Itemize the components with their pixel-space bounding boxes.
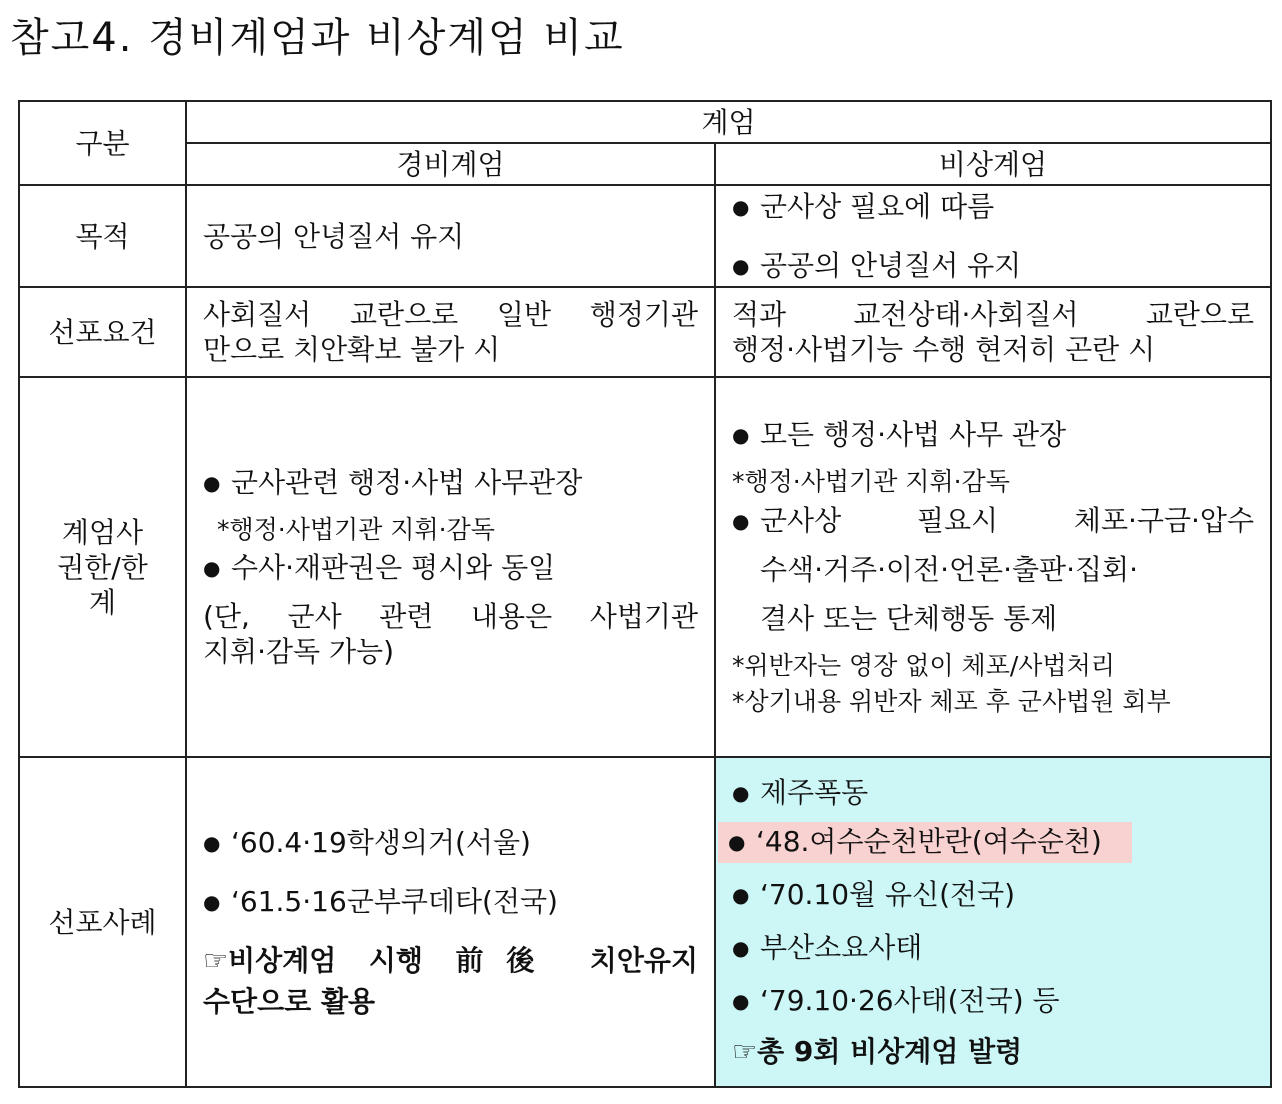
authority-guard-paren-line: 지휘·감독 가능) [203,634,395,668]
authority-label-line: 계엄사 [61,515,144,549]
list-item [203,550,698,585]
bullet-icon: ● [203,555,221,580]
authority-label-line: 계 [88,585,117,619]
comparison-table [18,100,1272,1088]
authority-guard-note: *행정·사법기관 지휘·감독 [217,515,495,545]
list-item-text: ‘70.10월 유신(전국) [760,878,1016,911]
authority-label-line: 권한/한 [57,550,148,584]
cases-emergency-cell [715,757,1271,1087]
list-item-text: 모든 행정·사법 사무 관장 [760,418,1067,452]
list-item [203,465,698,500]
list-item-text: ‘48.여수순천반란(여수순천) [756,825,1102,858]
bullet-icon: ● [732,423,750,448]
requirement-emergency-line: 적과 교전상태·사회질서 교란으로 [732,298,1255,331]
authority-emergency-note: *위반자는 영장 없이 체포/사법처리 [732,651,1115,681]
list-item [732,775,1254,810]
bullet-icon: ● [203,890,221,914]
bullet-icon: ● [732,781,750,805]
list-item [732,248,1254,283]
list-item-text: 공공의 안녕질서 유지 [760,249,1022,282]
row-label-cases: 선포사례 [19,757,186,1087]
bullet-icon: ● [732,195,750,219]
list-item-text: ‘61.5·16군부쿠데타(전국) [231,885,558,918]
requirement-emergency-line: 행정·사법기능 수행 현저히 곤란 시 [732,333,1156,366]
list-item-text: ‘60.4·19학생의거(서울) [231,826,531,859]
list-item-text: 제주폭동 [760,776,869,809]
row-label-requirement: 선포요건 [19,287,186,377]
cases-guard-note: ☞비상계엄 시행 前後 치안유지 [203,944,698,977]
list-item [203,825,698,860]
bullet-icon: ● [732,883,750,907]
authority-emergency-cont: 수색·거주·이전·언론·출판·집회· [760,553,1138,587]
list-item [732,877,1254,912]
cases-guard-cell [186,757,715,1087]
authority-emergency-note: *행정·사법기관 지휘·감독 [732,467,1010,497]
authority-emergency-cell [715,377,1271,757]
authority-emergency-cont: 결사 또는 단체행동 통제 [760,602,1058,636]
header-martial-law: 계엄 [186,101,1271,143]
header-emergency-martial-law: 비상계엄 [715,143,1271,185]
row-label-purpose: 목적 [19,185,186,287]
list-item [732,189,1254,224]
purpose-emergency-cell [715,185,1271,287]
list-item-text: 부산소요사태 [760,931,923,964]
list-item [732,930,1254,965]
requirement-emergency-cell [715,287,1271,377]
highlighted-list-item [718,822,1132,863]
list-item [203,884,698,919]
bullet-icon: ● [732,509,750,534]
list-item [732,417,1254,452]
list-item [732,503,1254,538]
cases-emergency-note: ☞총 9회 비상계엄 발령 [732,1035,1023,1068]
requirement-guard-cell [186,287,715,377]
purpose-guard-text: 공공의 안녕질서 유지 [203,219,465,253]
header-guard-martial-law: 경비계엄 [186,143,715,185]
bullet-icon: ● [203,471,221,496]
bullet-icon: ● [732,936,750,960]
list-item [732,983,1254,1018]
list-item-text: ‘79.10·26사태(전국) 등 [760,984,1060,1017]
page-title: 참고4. 경비계엄과 비상계엄 비교 [10,15,625,61]
authority-guard-cell [186,377,715,757]
row-label-authority [19,377,186,757]
list-item-text: 수사·재판권은 평시와 동일 [231,550,556,584]
bullet-icon: ● [732,254,750,278]
bullet-icon: ● [732,989,750,1013]
bullet-icon: ● [728,830,746,854]
requirement-guard-line: 사회질서 교란으로 일반 행정기관 [203,298,698,331]
bullet-icon: ● [203,831,221,855]
cases-guard-note: 수단으로 활용 [203,985,376,1018]
list-item-text: 군사상 필요에 따름 [760,190,995,223]
requirement-guard-line: 만으로 치안확보 불가 시 [203,333,501,366]
purpose-guard-cell [186,185,715,287]
list-item-text: 군사관련 행정·사법 사무관장 [231,466,583,500]
header-category: 구분 [19,101,186,185]
authority-emergency-note: *상기내용 위반자 체포 후 군사법원 회부 [732,686,1171,716]
authority-guard-paren-line: (단, 군사 관련 내용은 사법기관 [203,599,698,633]
list-item-text: 군사상 필요시 체포·구금·압수 [760,504,1255,538]
